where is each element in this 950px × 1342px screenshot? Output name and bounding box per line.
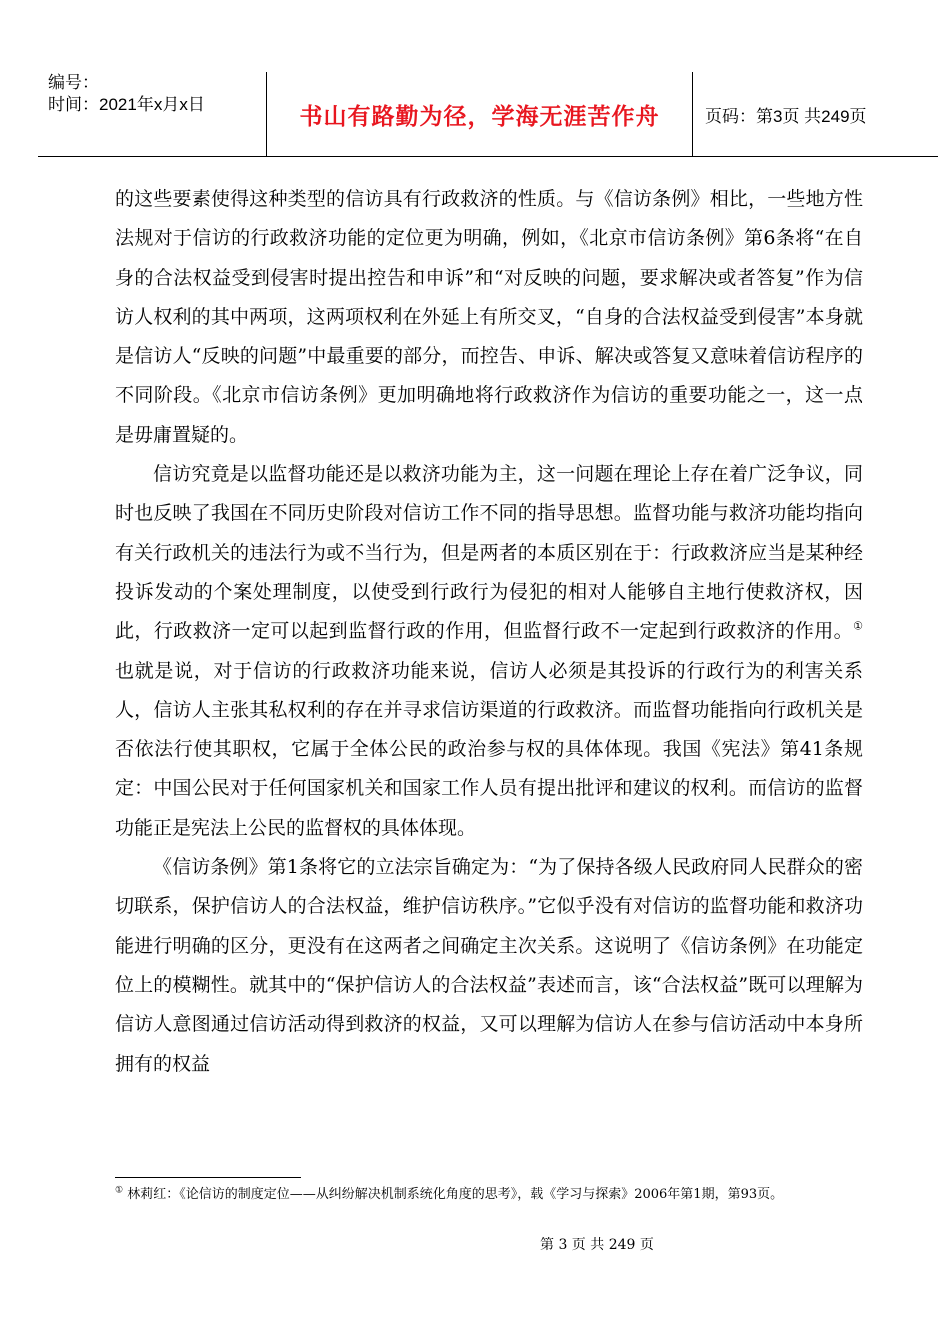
time-label: 时间：2021年x月x日 [48, 95, 205, 114]
serial-label: 编号： [48, 73, 99, 92]
header-rule [38, 156, 938, 157]
header-page-info: 页码：第3页 共249页 [705, 106, 867, 126]
footnote-text: 林莉红：《论信访的制度定位——从纠纷解决机制系统化角度的思考》，载《学习与探索》2006年第1期，第93页。 [123, 1187, 784, 1202]
footnote-reference[interactable]: ① [853, 619, 863, 633]
paragraph-2-text: 信访究竟是以监督功能还是以救济功能为主，这一问题在理论上存在着广泛争议，同时也反映了我国在不同历史阶段对信访工作不同的指导思想。监督功能与救济功能均指向有关行政机关的违法行为或不当行为，但是两者的本质区别在于：行政救济应当是某种经投诉发动的个案处理制度，以使受到行政行为侵犯的相对人能够自主地行使救济权，因此，行政救济一定可以起到监督行政的作用，但监督行政不一定起到行政救济的作用。 [115, 463, 863, 643]
paragraph-3: 《信访条例》第1条将它的立法宗旨确定为：“为了保持各级人民政府同人民群众的密切联系，保护信访人的合法权益，维护信访秩序。”它似乎没有对信访的监督功能和救济功能进行明确的区分，更没有在这两者之间确定主次关系。这说明了《信访条例》在功能定位上的模糊性。就其中的“保护信访人的合法权益”表述而言，该“合法权益”既可以理解为信访人意图通过信访活动得到救济的权益，又可以理解为信访人在参与信访活动中本身所拥有的权益 [115, 856, 863, 1075]
footnote-separator [115, 1177, 301, 1178]
header-meta [48, 72, 276, 116]
page-header [38, 72, 938, 156]
footnote-marker: ① [115, 1185, 124, 1196]
paragraph-1: 的这些要素使得这种类型的信访具有行政救济的性质。与《信访条例》相比，一些地方性法规对于信访的行政救济功能的定位更为明确，例如，《北京市信访条例》第6条将“在自身的合法权益受到侵害时提出控告和申诉”和“对反映的问题，要求解决或者答复”作为信访人权利的其中两项，这两项权利在外延上有所交叉，“自身的合法权益受到侵害”本身就是信访人“反映的问题”中最重要的部分，而控告、申诉、解决或答复又意味着信访程序的不同阶段。《北京市信访条例》更加明确地将行政救济作为信访的重要功能之一，这一点是毋庸置疑的。 [115, 188, 863, 446]
paragraph-2-continuation: 也就是说，对于信访的行政救济功能来说，信访人必须是其投诉的行政行为的利害关系人，信访人主张其私权利的存在并寻求信访渠道的行政救济。而监督功能指向行政机关是否依法行使其职权，它属于全体公民的政治参与权的具体体现。我国《宪法》第41条规定：中国公民对于任何国家机关和国家工作人员有提出批评和建议的权利。而信访的监督功能正是宪法上公民的监督权的具体体现。 [115, 659, 863, 839]
page-footer: 第 3 页 共 249 页 [540, 1237, 654, 1253]
document-body [115, 180, 863, 1084]
footnote [115, 1184, 863, 1205]
paragraph-2 [115, 455, 863, 848]
header-motto: 书山有路勤为径，学海无涯苦作舟 [299, 102, 660, 130]
